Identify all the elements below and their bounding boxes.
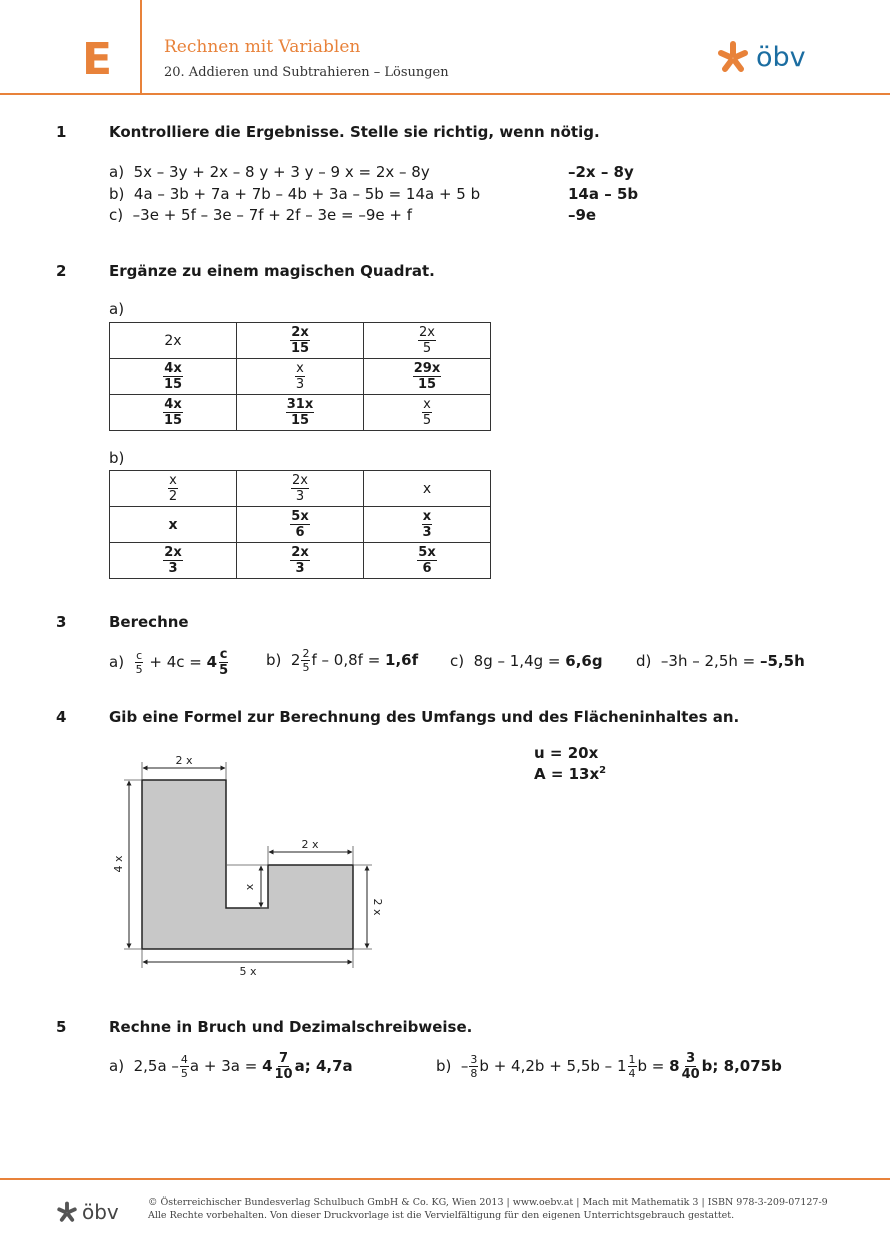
fraction bbox=[628, 1054, 637, 1079]
task1-answer-c: –9e bbox=[568, 206, 597, 224]
cell-value: 2x bbox=[164, 332, 182, 349]
fraction bbox=[180, 1054, 189, 1079]
fraction bbox=[469, 1054, 478, 1079]
logo-text: öbv bbox=[756, 41, 806, 73]
task-title: Gib eine Formel zur Berechnung des Umfangs und des Flächeninhaltes an. bbox=[109, 708, 740, 726]
task3-item-d bbox=[636, 652, 805, 670]
table-cell bbox=[364, 359, 491, 395]
denominator: 15 bbox=[290, 413, 310, 428]
fraction bbox=[291, 474, 309, 503]
answer-tail: b; 8,075b bbox=[701, 1057, 782, 1075]
denominator: 3 bbox=[422, 525, 432, 540]
denominator: 15 bbox=[163, 377, 183, 392]
header-divider bbox=[0, 93, 890, 95]
denominator: 15 bbox=[163, 413, 183, 428]
fraction bbox=[135, 650, 144, 675]
table-cell bbox=[364, 395, 491, 431]
fraction bbox=[295, 362, 305, 391]
numerator: 3 bbox=[470, 1053, 478, 1066]
cell-value: x bbox=[168, 516, 178, 533]
logo-text: öbv bbox=[82, 1200, 119, 1224]
table-cell bbox=[237, 323, 364, 359]
answer-tail: a; 4,7a bbox=[294, 1057, 353, 1075]
table-cell bbox=[364, 471, 491, 507]
numerator: 5x bbox=[291, 509, 309, 524]
mixed-whole: 2 bbox=[290, 651, 301, 669]
table-row bbox=[110, 323, 491, 359]
magic-square-a bbox=[109, 322, 491, 431]
sign: – bbox=[460, 1057, 469, 1075]
task-number: 4 bbox=[56, 708, 67, 726]
task1-item-b bbox=[109, 185, 480, 203]
table-row bbox=[110, 395, 491, 431]
task3-item-c bbox=[450, 652, 603, 670]
numerator: 2x bbox=[164, 545, 182, 560]
denominator: 8 bbox=[470, 1067, 478, 1080]
table-cell bbox=[237, 471, 364, 507]
fraction bbox=[301, 648, 310, 673]
item-expression: b + 4,2b + 5,5b – 1 bbox=[479, 1057, 627, 1075]
denominator: 3 bbox=[168, 561, 178, 576]
numerator: 2x bbox=[419, 325, 435, 340]
copyright-line: © Österreichischer Bundesverlag Schulbuch GmbH & Co. KG, Wien 2013 | www.oebv.at | Mach mit Mathematik 3 | ISBN 978-3-209-07127-9 bbox=[148, 1197, 828, 1208]
denominator: 6 bbox=[295, 525, 305, 540]
answer-fraction bbox=[681, 1052, 701, 1081]
table-cell bbox=[364, 323, 491, 359]
numerator: 7 bbox=[279, 1051, 289, 1066]
table-cell bbox=[237, 359, 364, 395]
star-icon bbox=[716, 40, 750, 74]
task1-answer-b: 14a – 5b bbox=[568, 185, 639, 203]
task-number: 5 bbox=[56, 1018, 67, 1036]
numerator: 31x bbox=[286, 397, 314, 412]
fraction bbox=[290, 510, 309, 539]
numerator: x bbox=[169, 473, 177, 488]
item-label: d) bbox=[636, 652, 652, 670]
numerator: c bbox=[219, 647, 228, 662]
fraction bbox=[422, 398, 432, 427]
numerator: x bbox=[296, 361, 304, 376]
item-expression: f – 0,8f = bbox=[311, 651, 381, 669]
table-cell bbox=[237, 543, 364, 579]
task-number: 3 bbox=[56, 613, 67, 631]
denominator: 3 bbox=[295, 377, 305, 392]
task-title: Berechne bbox=[109, 613, 189, 631]
rights-line: Alle Rechte vorbehalten. Von dieser Druckvorlage ist die Vervielfältigung für den eigenen Unterrichtsgebrauch gestattet. bbox=[148, 1210, 735, 1222]
numerator: 4x bbox=[164, 397, 182, 412]
fraction bbox=[418, 326, 436, 355]
l-shape-figure bbox=[110, 750, 390, 985]
task-title: Ergänze zu einem magischen Quadrat. bbox=[109, 262, 435, 280]
denominator: 3 bbox=[295, 561, 305, 576]
table-cell bbox=[237, 507, 364, 543]
answer-whole: 4 bbox=[206, 653, 218, 671]
table-row bbox=[110, 507, 491, 543]
task1-answer-a: –2x – 8y bbox=[568, 163, 634, 181]
page-subtitle: 20. Addieren und Subtrahieren – Lösungen bbox=[164, 65, 449, 80]
numerator: x bbox=[423, 397, 431, 412]
answer-fraction bbox=[274, 1052, 294, 1081]
header-divider-vertical bbox=[140, 0, 142, 95]
dim-label-bottom: 5 x bbox=[239, 965, 257, 978]
numerator: x bbox=[422, 509, 432, 524]
cell-value: x bbox=[422, 480, 432, 497]
area-formula: A = 13x bbox=[534, 765, 600, 783]
denominator: 3 bbox=[295, 489, 305, 504]
answer-whole: 8 bbox=[669, 1057, 680, 1075]
numerator: 2x bbox=[291, 545, 309, 560]
magic-square-b bbox=[109, 470, 491, 579]
fraction bbox=[163, 398, 183, 427]
item-label: b) bbox=[436, 1057, 452, 1075]
item-expression: + 4c = bbox=[149, 653, 202, 671]
fraction bbox=[417, 546, 436, 575]
denominator: 5 bbox=[135, 663, 143, 676]
numerator: 1 bbox=[628, 1053, 636, 1066]
numerator: 2x bbox=[291, 325, 309, 340]
publisher-logo bbox=[716, 40, 806, 74]
item-label: b) bbox=[109, 185, 125, 203]
denominator: 5 bbox=[302, 661, 310, 674]
numerator: 2 bbox=[302, 647, 310, 660]
denominator: 5 bbox=[422, 413, 432, 428]
task5-item-b bbox=[436, 1052, 782, 1081]
fraction bbox=[421, 510, 432, 539]
fraction bbox=[168, 474, 178, 503]
item-expression: 4a – 3b + 7a + 7b – 4b + 3a – 5b = 14a + 5 b bbox=[133, 185, 481, 203]
fraction bbox=[163, 546, 182, 575]
table-cell bbox=[364, 507, 491, 543]
answer-perimeter: u = 20x bbox=[534, 744, 599, 762]
denominator: 6 bbox=[422, 561, 432, 576]
table-row bbox=[110, 359, 491, 395]
table-cell bbox=[110, 507, 237, 543]
table-cell bbox=[237, 395, 364, 431]
denominator: 10 bbox=[274, 1067, 293, 1082]
table-cell bbox=[364, 543, 491, 579]
item-answer: –5,5h bbox=[760, 652, 805, 670]
footer-divider bbox=[0, 1178, 890, 1180]
fraction bbox=[290, 326, 310, 355]
star-icon bbox=[56, 1201, 78, 1223]
denominator: 2 bbox=[168, 489, 178, 504]
table-cell bbox=[110, 323, 237, 359]
table-row bbox=[110, 543, 491, 579]
denominator: 5 bbox=[219, 663, 229, 678]
table-label-b: b) bbox=[109, 449, 125, 467]
chapter-letter: E bbox=[82, 34, 113, 85]
table-cell bbox=[110, 471, 237, 507]
answer-fraction bbox=[218, 648, 229, 677]
fraction bbox=[290, 546, 309, 575]
dim-label-top: 2 x bbox=[175, 754, 193, 767]
task-title: Kontrolliere die Ergebnisse. Stelle sie richtig, wenn nötig. bbox=[109, 123, 600, 141]
fraction bbox=[413, 362, 441, 391]
item-label: a) bbox=[109, 653, 125, 671]
table-label-a: a) bbox=[109, 300, 125, 318]
fraction bbox=[163, 362, 183, 391]
task3-item-a bbox=[109, 648, 230, 677]
item-label: a) bbox=[109, 1057, 125, 1075]
denominator: 5 bbox=[180, 1067, 188, 1080]
numerator: 3 bbox=[686, 1051, 696, 1066]
answer-area bbox=[534, 765, 606, 783]
copyright-notice bbox=[148, 1196, 828, 1223]
task-title: Rechne in Bruch und Dezimalschreibweise. bbox=[109, 1018, 473, 1036]
item-label: b) bbox=[266, 651, 282, 669]
numerator: 4x bbox=[164, 361, 182, 376]
task1-item-a bbox=[109, 163, 430, 181]
item-expression: 2,5a – bbox=[133, 1057, 179, 1075]
table-cell bbox=[110, 395, 237, 431]
item-expression: 8g – 1,4g = bbox=[473, 652, 561, 670]
item-label: c) bbox=[450, 652, 465, 670]
fraction bbox=[286, 398, 314, 427]
item-label: c) bbox=[109, 206, 124, 224]
dim-label-left: 4 x bbox=[112, 855, 125, 873]
table-cell bbox=[110, 359, 237, 395]
numerator: 29x bbox=[413, 361, 441, 376]
item-expression: a + 3a = bbox=[189, 1057, 258, 1075]
area-exponent: 2 bbox=[599, 765, 607, 776]
item-expression: b = bbox=[637, 1057, 665, 1075]
table-cell bbox=[110, 543, 237, 579]
task-number: 2 bbox=[56, 262, 67, 280]
denominator: 40 bbox=[681, 1067, 700, 1082]
item-expression: –3h – 2,5h = bbox=[660, 652, 756, 670]
answer-whole: 4 bbox=[262, 1057, 273, 1075]
denominator: 15 bbox=[417, 377, 437, 392]
task3-item-b bbox=[266, 648, 418, 673]
dim-label-step: x bbox=[243, 883, 256, 891]
task-number: 1 bbox=[56, 123, 67, 141]
denominator: 4 bbox=[628, 1067, 636, 1080]
l-shape bbox=[142, 780, 353, 949]
footer-logo bbox=[56, 1200, 119, 1224]
numerator: 5x bbox=[418, 545, 436, 560]
item-answer: 6,6g bbox=[565, 652, 603, 670]
numerator: c bbox=[136, 649, 143, 662]
dim-label-right: 2 x bbox=[371, 898, 384, 916]
page-title: Rechnen mit Variablen bbox=[164, 37, 361, 57]
table-row bbox=[110, 471, 491, 507]
item-expression: –3e + 5f – 3e – 7f + 2f – 3e = –9e + f bbox=[132, 206, 413, 224]
denominator: 15 bbox=[290, 341, 310, 356]
item-answer: 1,6f bbox=[385, 651, 419, 669]
denominator: 5 bbox=[422, 341, 432, 356]
numerator: 4 bbox=[180, 1053, 188, 1066]
numerator: 2x bbox=[292, 473, 308, 488]
item-expression: 5x – 3y + 2x – 8 y + 3 y – 9 x = 2x – 8y bbox=[133, 163, 430, 181]
dim-label-step-width: 2 x bbox=[301, 838, 319, 851]
item-label: a) bbox=[109, 163, 125, 181]
task5-item-a bbox=[109, 1052, 353, 1081]
task1-item-c bbox=[109, 206, 412, 224]
